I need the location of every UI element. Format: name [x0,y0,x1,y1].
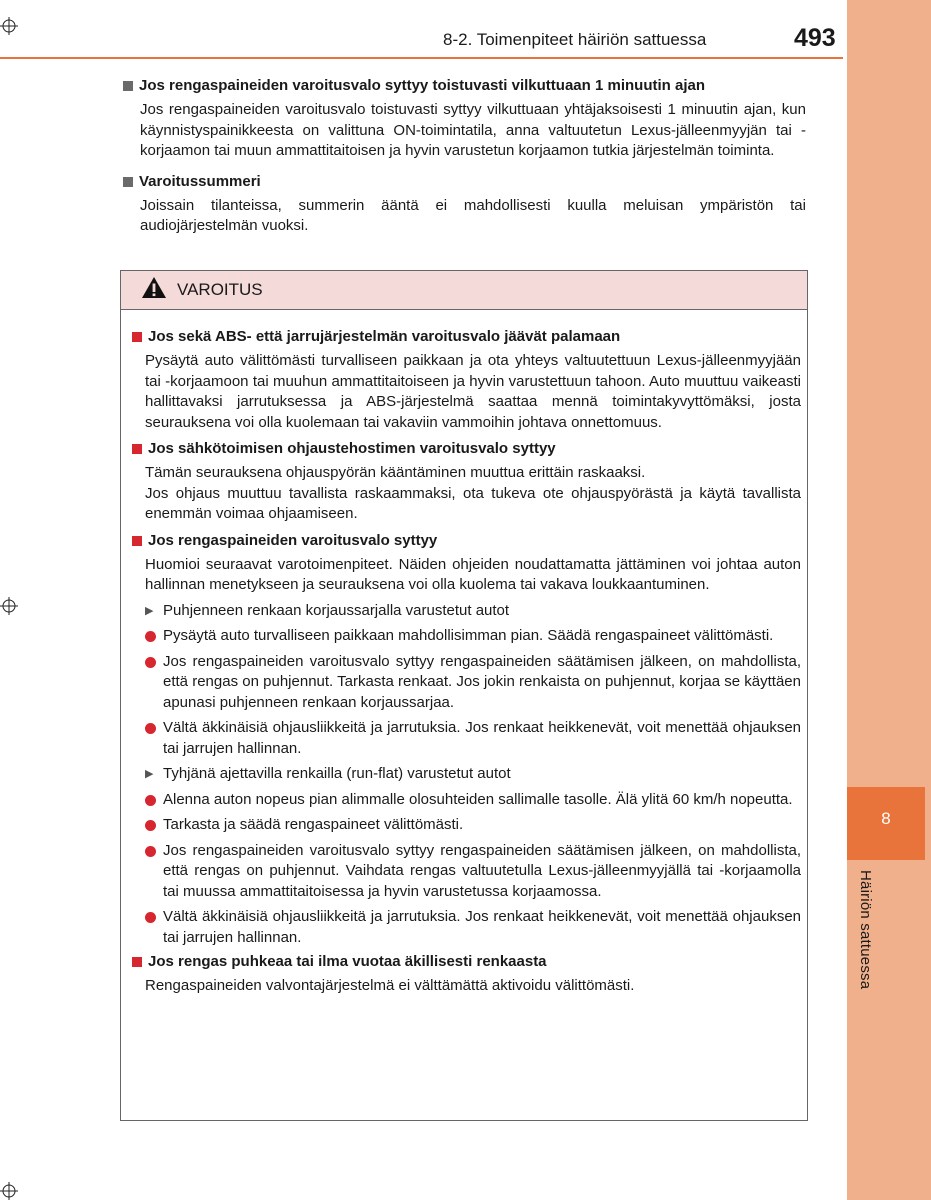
warning-box [120,270,808,1121]
warning-title: VAROITUS [177,280,263,299]
registration-mark-icon [0,1182,18,1200]
registration-mark-icon [0,17,18,35]
warning-paragraph: Huomioi seuraavat varotoimenpiteet. Näiden ohjeiden noudattamatta jättäminen voi johtaa auton hallinnan menetykseen ja seurauksena voi olla kuolema tai vakava loukkaantuminen. [145,555,801,593]
list-item: Vältä äkkinäisiä ohjausliikkeitä ja jarrutuksia. Jos renkaat heikkenevät, voit menettää ohjauksen tai jarrujen hallinnan. [145,907,801,948]
section-title: 8-2. Toimenpiteet häiriön sattuessa [443,30,707,49]
chapter-label: Häiriön sattuessa [857,870,874,990]
warning-paragraph: Rengaspaineiden valvontajärjestelmä ei välttämättä aktivoidu välittömästi. [145,977,635,994]
intro-content [120,76,806,237]
square-bullet-icon [132,444,142,454]
warning-paragraph: Pysäytä auto välittömästi turvalliseen paikkaan ja ota yhteys valtuutettuun Lexus-jälleenmyyjään tai -korjaamoon tai muuhun ammattitaitoiseen ja hyvin varustettuun tahoon. Auto muuttuu vaikeasti hallittavaksi jarrutuksessa ja ABS-järjestelmä saattaa mennä toimintakyvyttömäksi, josta seurauksena voi olla kuolemaan tai vakaviin vammoihin johtava onnettomuus. [145,352,801,431]
square-bullet-icon [123,81,133,91]
red-dot-icon [145,723,156,734]
list-subheading: ▶ Puhjenneen renkaan korjaussarjalla varustetut autot [145,601,801,622]
red-dot-icon [145,846,156,857]
square-bullet-icon [132,536,142,546]
red-dot-icon [145,631,156,642]
red-dot-icon [145,820,156,831]
intro-paragraph: Joissain tilanteissa, summerin ääntä ei mahdollisesti kuulla meluisan ympäristön tai audiojärjestelmän vuoksi. [140,196,806,234]
page-number: 493 [794,24,836,52]
list-item: Alenna auton nopeus pian alimmalle olosuhteiden sallimalle tasolle. Älä ylitä 60 km/h nopeutta. [145,790,801,811]
list-item: Pysäytä auto turvalliseen paikkaan mahdollisimman pian. Säädä rengaspaineet välittömästi. [145,626,801,647]
chapter-number: 8 [881,809,891,828]
list-item: Jos rengaspaineiden varoitusvalo syttyy rengaspaineiden säätämisen jälkeen, on mahdollista, että rengas on puhjennut. Tarkasta renkaat. Jos jokin renkaista on puhjennut, korjaa se käyttäen apunasi puhjenneen renkaan korjaussarjaa. [145,652,801,714]
square-bullet-icon [123,177,133,187]
list-item: Vältä äkkinäisiä ohjausliikkeitä ja jarrutuksia. Jos renkaat heikkenevät, voit menettää ohjauksen tai jarrujen hallinnan. [145,718,801,759]
triangle-right-icon: ▶ [145,768,154,780]
red-dot-icon [145,795,156,806]
square-bullet-icon [132,957,142,967]
intro-paragraph: Jos rengaspaineiden varoitusvalo toistuvasti syttyy vilkuttuaan yhtäjaksoisesti 1 minuutin ajan, kun käynnistyspainikkeesta on valittuna ON-toimintatila, anna valtuutetun Lexus-jälleenmyyjän tai -korjaamon tai muun ammattitaitoisen ja hyvin varustetun korjaamon tutkia järjestelmän toiminta. [140,101,806,159]
warning-body [121,310,801,997]
list-subheading: ▶ Tyhjänä ajettavilla renkailla (run-flat) varustetut autot [145,764,801,785]
registration-mark-icon [0,597,18,615]
warning-header [121,271,807,310]
warning-section-heading: Jos sähkötoimisen ohjaustehostimen varoitusvalo syttyy [129,439,801,459]
triangle-right-icon: ▶ [145,604,154,617]
list-item: Tarkasta ja säädä rengaspaineet välittömästi. [145,815,801,836]
warning-triangle-icon [141,276,167,304]
warning-section-heading: Jos sekä ABS- että jarrujärjestelmän varoitusvalo jäävät palamaan [129,327,801,347]
intro-heading: Jos rengaspaineiden varoitusvalo syttyy toistuvasti vilkuttuaan 1 minuutin ajan [120,76,806,96]
red-dot-icon [145,657,156,668]
red-dot-icon [145,912,156,923]
warning-paragraph: Tämän seurauksena ohjauspyörän kääntäminen muuttua erittäin raskaaksi. [145,464,646,481]
intro-heading: Varoitussummeri [120,172,806,192]
chapter-number-box [847,787,925,860]
warning-section-heading: Jos rengaspaineiden varoitusvalo syttyy [129,531,801,551]
warning-paragraph: Jos ohjaus muuttuu tavallista raskaammaksi, ota tukeva ote ohjauspyörästä ja käytä tavallista enemmän voimaa ohjaamiseen. [145,484,801,522]
list-item: Jos rengaspaineiden varoitusvalo syttyy rengaspaineiden säätämisen jälkeen, on mahdollista, että rengas on puhjennut. Vaihdata rengas valtuutetulla Lexus-jälleenmyyjällä tai -korjaamolla tai muussa ammattitaitoisessa ja hyvin varustetussa korjaamossa. [145,841,801,903]
header-divider [0,57,843,59]
warning-section-heading: Jos rengas puhkeaa tai ilma vuotaa äkillisesti renkaasta [129,952,801,972]
square-bullet-icon [132,332,142,342]
